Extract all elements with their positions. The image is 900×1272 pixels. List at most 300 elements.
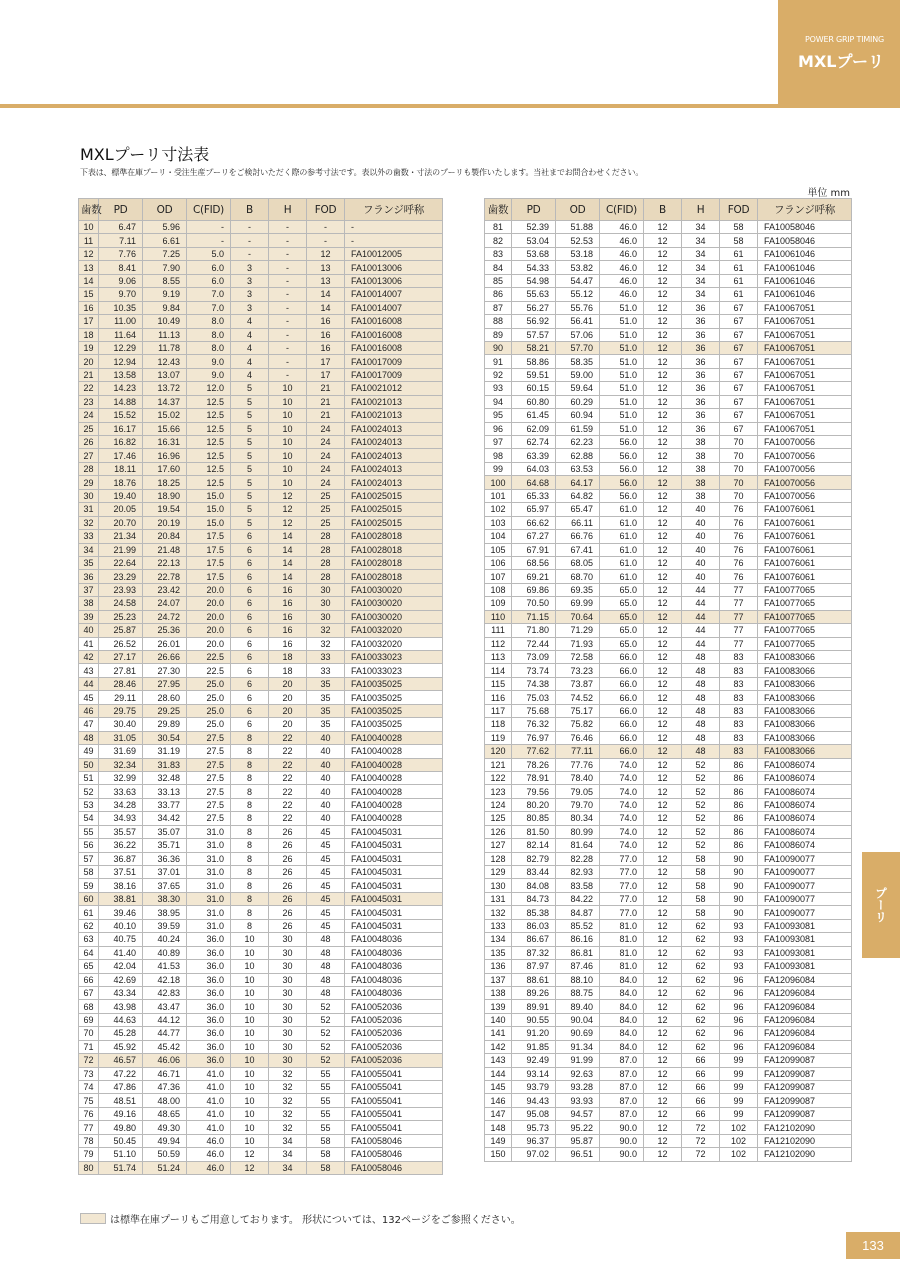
cell-b: 10 <box>231 1013 269 1026</box>
cell-pd: 24.58 <box>99 597 143 610</box>
cell-h: 38 <box>682 476 720 489</box>
col-header-fod: FOD <box>307 199 345 221</box>
cell-pd: 47.86 <box>99 1081 143 1094</box>
cell-teeth: 39 <box>79 610 99 623</box>
cell-pd: 12.29 <box>99 341 143 354</box>
cell-b: 10 <box>231 960 269 973</box>
cell-h: 36 <box>682 409 720 422</box>
cell-teeth: 136 <box>485 960 512 973</box>
cell-teeth: 11 <box>79 234 99 247</box>
cell-flange: FA10067051 <box>758 301 852 314</box>
cell-h: - <box>269 368 307 381</box>
header-subtitle: POWER GRIP TIMING <box>805 35 884 44</box>
cell-fod: 61 <box>720 288 758 301</box>
cell-pd: 34.93 <box>99 812 143 825</box>
cell-h: 38 <box>682 449 720 462</box>
cell-teeth: 90 <box>485 341 512 354</box>
table-row <box>79 946 443 959</box>
cell-h: 22 <box>269 771 307 784</box>
cell-fod: 99 <box>720 1107 758 1120</box>
cell-teeth: 60 <box>79 892 99 905</box>
table-row <box>79 691 443 704</box>
cell-od: 34.42 <box>143 812 187 825</box>
cell-h: 22 <box>269 745 307 758</box>
cell-fod: 76 <box>720 543 758 556</box>
cell-pd: 32.34 <box>99 758 143 771</box>
cell-od: 48.65 <box>143 1107 187 1120</box>
cell-fod: 76 <box>720 570 758 583</box>
table-row <box>485 328 852 341</box>
cell-flange: FA10061046 <box>758 288 852 301</box>
cell-flange: FA10090077 <box>758 866 852 879</box>
cell-b: - <box>231 221 269 234</box>
cell-teeth: 12 <box>79 247 99 260</box>
cell-b: 12 <box>644 449 682 462</box>
cell-b: 5 <box>231 489 269 502</box>
table-row <box>485 1134 852 1147</box>
cell-cfid: 66.0 <box>600 718 644 731</box>
cell-pd: 28.46 <box>99 677 143 690</box>
cell-teeth: 77 <box>79 1121 99 1134</box>
cell-cfid: 36.0 <box>187 1027 231 1040</box>
cell-pd: 71.15 <box>512 610 556 623</box>
cell-od: 13.07 <box>143 368 187 381</box>
cell-teeth: 88 <box>485 315 512 328</box>
cell-flange: FA12099087 <box>758 1054 852 1067</box>
cell-flange: FA10028018 <box>345 530 443 543</box>
table-row <box>485 1013 852 1026</box>
cell-teeth: 31 <box>79 503 99 516</box>
table-row <box>79 395 443 408</box>
cell-cfid: 65.0 <box>600 583 644 596</box>
cell-fod: 24 <box>307 436 345 449</box>
cell-flange: FA10045031 <box>345 906 443 919</box>
cell-cfid: 77.0 <box>600 852 644 865</box>
cell-teeth: 112 <box>485 637 512 650</box>
cell-od: 95.87 <box>556 1134 600 1147</box>
cell-cfid: 36.0 <box>187 933 231 946</box>
cell-teeth: 57 <box>79 852 99 865</box>
cell-fod: 58 <box>307 1148 345 1161</box>
cell-cfid: 51.0 <box>600 355 644 368</box>
cell-flange: FA10067051 <box>758 315 852 328</box>
cell-flange: FA10083066 <box>758 745 852 758</box>
cell-b: 12 <box>644 409 682 422</box>
cell-h: 72 <box>682 1134 720 1147</box>
cell-b: 12 <box>644 731 682 744</box>
cell-cfid: - <box>187 234 231 247</box>
table-row <box>485 449 852 462</box>
cell-fod: 40 <box>307 745 345 758</box>
cell-teeth: 121 <box>485 758 512 771</box>
cell-teeth: 114 <box>485 664 512 677</box>
cell-od: 52.53 <box>556 234 600 247</box>
cell-cfid: 84.0 <box>600 1040 644 1053</box>
cell-flange: FA10045031 <box>345 892 443 905</box>
cell-fod: 12 <box>307 247 345 260</box>
cell-pd: 77.62 <box>512 745 556 758</box>
cell-od: 42.18 <box>143 973 187 986</box>
cell-pd: 84.08 <box>512 879 556 892</box>
cell-flange: FA10067051 <box>758 368 852 381</box>
cell-flange: FA10077065 <box>758 610 852 623</box>
cell-b: 5 <box>231 449 269 462</box>
cell-teeth: 85 <box>485 274 512 287</box>
cell-pd: 29.11 <box>99 691 143 704</box>
cell-teeth: 73 <box>79 1067 99 1080</box>
cell-teeth: 28 <box>79 462 99 475</box>
cell-cfid: 61.0 <box>600 516 644 529</box>
cell-flange: FA10067051 <box>758 341 852 354</box>
cell-h: 34 <box>269 1148 307 1161</box>
table-row <box>485 839 852 852</box>
cell-od: 27.30 <box>143 664 187 677</box>
cell-fod: 90 <box>720 906 758 919</box>
cell-b: 12 <box>644 973 682 986</box>
cell-b: 12 <box>644 906 682 919</box>
cell-h: 48 <box>682 664 720 677</box>
cell-h: 36 <box>682 382 720 395</box>
cell-od: 78.40 <box>556 771 600 784</box>
cell-flange: FA10045031 <box>345 839 443 852</box>
cell-h: 10 <box>269 449 307 462</box>
table-row <box>79 247 443 260</box>
cell-pd: 54.98 <box>512 274 556 287</box>
cell-flange: FA10076061 <box>758 570 852 583</box>
table-row <box>485 382 852 395</box>
cell-flange: FA10067051 <box>758 355 852 368</box>
cell-h: 12 <box>269 503 307 516</box>
cell-od: 59.00 <box>556 368 600 381</box>
cell-od: 40.24 <box>143 933 187 946</box>
cell-od: 91.34 <box>556 1040 600 1053</box>
cell-od: 69.99 <box>556 597 600 610</box>
cell-od: 80.34 <box>556 812 600 825</box>
table-row <box>485 866 852 879</box>
cell-h: 36 <box>682 395 720 408</box>
cell-cfid: 66.0 <box>600 731 644 744</box>
col-header-flange: フランジ呼称 <box>345 199 443 221</box>
cell-od: 60.94 <box>556 409 600 422</box>
cell-flange: FA10045031 <box>345 825 443 838</box>
cell-teeth: 43 <box>79 664 99 677</box>
cell-pd: 9.06 <box>99 274 143 287</box>
cell-teeth: 47 <box>79 718 99 731</box>
table-row <box>485 543 852 556</box>
cell-flange: FA12102090 <box>758 1121 852 1134</box>
cell-pd: 71.80 <box>512 624 556 637</box>
cell-od: 30.54 <box>143 731 187 744</box>
cell-od: 27.95 <box>143 677 187 690</box>
cell-cfid: 74.0 <box>600 771 644 784</box>
cell-teeth: 58 <box>79 866 99 879</box>
cell-teeth: 119 <box>485 731 512 744</box>
cell-cfid: 61.0 <box>600 570 644 583</box>
cell-pd: 20.05 <box>99 503 143 516</box>
cell-od: 9.84 <box>143 301 187 314</box>
cell-od: 29.25 <box>143 704 187 717</box>
cell-flange: FA10058046 <box>758 234 852 247</box>
cell-teeth: 44 <box>79 677 99 690</box>
cell-teeth: 82 <box>485 234 512 247</box>
cell-cfid: 51.0 <box>600 382 644 395</box>
cell-b: 12 <box>644 798 682 811</box>
cell-cfid: 51.0 <box>600 315 644 328</box>
cell-fod: 25 <box>307 489 345 502</box>
table-row <box>79 785 443 798</box>
cell-cfid: 9.0 <box>187 355 231 368</box>
table-row <box>79 758 443 771</box>
cell-teeth: 149 <box>485 1134 512 1147</box>
cell-cfid: 77.0 <box>600 906 644 919</box>
table-row <box>485 1107 852 1120</box>
table-row <box>485 933 852 946</box>
cell-b: 12 <box>644 812 682 825</box>
cell-flange: FA10035025 <box>345 677 443 690</box>
cell-h: 20 <box>269 704 307 717</box>
table-row <box>79 355 443 368</box>
table-row <box>485 960 852 973</box>
cell-od: 26.01 <box>143 637 187 650</box>
table-row <box>79 906 443 919</box>
cell-flange: FA10083066 <box>758 731 852 744</box>
cell-od: 80.99 <box>556 825 600 838</box>
cell-pd: 89.91 <box>512 1000 556 1013</box>
cell-flange: FA10090077 <box>758 879 852 892</box>
cell-h: 48 <box>682 745 720 758</box>
cell-teeth: 63 <box>79 933 99 946</box>
cell-od: 46.71 <box>143 1067 187 1080</box>
cell-pd: 19.40 <box>99 489 143 502</box>
cell-pd: 21.34 <box>99 530 143 543</box>
table-row <box>485 409 852 422</box>
cell-h: 22 <box>269 812 307 825</box>
cell-pd: 11.00 <box>99 315 143 328</box>
table-row <box>485 892 852 905</box>
cell-h: 48 <box>682 691 720 704</box>
cell-fod: 86 <box>720 812 758 825</box>
cell-fod: 25 <box>307 503 345 516</box>
cell-flange: FA10086074 <box>758 758 852 771</box>
cell-b: 5 <box>231 422 269 435</box>
cell-flange: FA10086074 <box>758 771 852 784</box>
table-row <box>79 261 443 274</box>
table-header-row <box>485 199 852 221</box>
cell-b: 8 <box>231 879 269 892</box>
cell-teeth: 14 <box>79 274 99 287</box>
table-row <box>79 664 443 677</box>
cell-flange: FA10048036 <box>345 973 443 986</box>
cell-h: - <box>269 341 307 354</box>
cell-cfid: 22.5 <box>187 664 231 677</box>
cell-pd: 86.67 <box>512 933 556 946</box>
cell-h: 34 <box>682 247 720 260</box>
cell-teeth: 62 <box>79 919 99 932</box>
cell-flange: FA10077065 <box>758 637 852 650</box>
cell-fod: 35 <box>307 691 345 704</box>
cell-h: 62 <box>682 1000 720 1013</box>
cell-fod: 70 <box>720 449 758 462</box>
cell-cfid: 36.0 <box>187 960 231 973</box>
cell-b: 6 <box>231 651 269 664</box>
cell-cfid: 27.5 <box>187 745 231 758</box>
cell-pd: 20.70 <box>99 516 143 529</box>
cell-pd: 42.04 <box>99 960 143 973</box>
cell-pd: 49.80 <box>99 1121 143 1134</box>
cell-b: 12 <box>644 556 682 569</box>
cell-b: 10 <box>231 946 269 959</box>
cell-b: 8 <box>231 839 269 852</box>
cell-teeth: 52 <box>79 785 99 798</box>
cell-b: 12 <box>644 1054 682 1067</box>
cell-pd: 16.82 <box>99 436 143 449</box>
cell-flange: FA10021012 <box>345 382 443 395</box>
cell-h: - <box>269 221 307 234</box>
cell-h: 40 <box>682 530 720 543</box>
cell-flange: FA10052036 <box>345 1027 443 1040</box>
cell-od: 84.87 <box>556 906 600 919</box>
cell-fod: 99 <box>720 1081 758 1094</box>
table-row <box>79 704 443 717</box>
cell-h: 38 <box>682 489 720 502</box>
cell-cfid: 17.5 <box>187 570 231 583</box>
cell-b: 12 <box>644 570 682 583</box>
cell-b: 12 <box>644 664 682 677</box>
cell-teeth: 42 <box>79 651 99 664</box>
cell-od: 29.89 <box>143 718 187 731</box>
cell-cfid: 74.0 <box>600 839 644 852</box>
cell-b: 8 <box>231 852 269 865</box>
cell-fod: 45 <box>307 852 345 865</box>
cell-teeth: 81 <box>485 221 512 234</box>
cell-h: 16 <box>269 610 307 623</box>
table-row <box>79 1094 443 1107</box>
cell-teeth: 59 <box>79 879 99 892</box>
cell-h: 52 <box>682 839 720 852</box>
cell-fod: 48 <box>307 960 345 973</box>
cell-fod: 67 <box>720 328 758 341</box>
cell-pd: 11.64 <box>99 328 143 341</box>
cell-cfid: 15.0 <box>187 516 231 529</box>
cell-od: 18.90 <box>143 489 187 502</box>
cell-h: 34 <box>682 221 720 234</box>
cell-b: 12 <box>644 919 682 932</box>
cell-teeth: 72 <box>79 1054 99 1067</box>
cell-pd: 81.50 <box>512 825 556 838</box>
cell-b: 12 <box>644 489 682 502</box>
table-row <box>485 462 852 475</box>
cell-fod: 86 <box>720 771 758 784</box>
cell-pd: 97.02 <box>512 1148 556 1161</box>
cell-cfid: 61.0 <box>600 556 644 569</box>
table-row <box>79 476 443 489</box>
table-row <box>79 422 443 435</box>
cell-b: 12 <box>644 637 682 650</box>
cell-fod: 67 <box>720 409 758 422</box>
cell-fod: 83 <box>720 745 758 758</box>
table-row <box>485 395 852 408</box>
table-row <box>485 1000 852 1013</box>
cell-fod: 45 <box>307 906 345 919</box>
cell-flange: FA10025015 <box>345 503 443 516</box>
table-row <box>79 1013 443 1026</box>
cell-fod: 24 <box>307 476 345 489</box>
cell-h: 12 <box>269 489 307 502</box>
table-row <box>79 274 443 287</box>
cell-b: 12 <box>644 261 682 274</box>
table-row <box>485 315 852 328</box>
cell-flange: FA10067051 <box>758 422 852 435</box>
cell-teeth: 25 <box>79 422 99 435</box>
cell-h: 52 <box>682 785 720 798</box>
cell-flange: FA10090077 <box>758 906 852 919</box>
cell-flange: FA10025015 <box>345 516 443 529</box>
cell-pd: 27.17 <box>99 651 143 664</box>
cell-fod: - <box>307 221 345 234</box>
cell-h: 52 <box>682 758 720 771</box>
cell-cfid: 46.0 <box>600 288 644 301</box>
cell-b: 12 <box>644 825 682 838</box>
cell-fod: 96 <box>720 1027 758 1040</box>
cell-teeth: 68 <box>79 1000 99 1013</box>
cell-od: 57.06 <box>556 328 600 341</box>
table-row <box>485 503 852 516</box>
cell-h: 32 <box>269 1094 307 1107</box>
cell-flange: FA10076061 <box>758 530 852 543</box>
table-row <box>79 973 443 986</box>
cell-od: 70.64 <box>556 610 600 623</box>
cell-b: 12 <box>644 301 682 314</box>
cell-b: 8 <box>231 731 269 744</box>
table-row <box>79 221 443 234</box>
cell-teeth: 142 <box>485 1040 512 1053</box>
cell-teeth: 79 <box>79 1148 99 1161</box>
cell-fod: 96 <box>720 1013 758 1026</box>
cell-cfid: 31.0 <box>187 892 231 905</box>
cell-flange: FA10052036 <box>345 1054 443 1067</box>
cell-od: 24.72 <box>143 610 187 623</box>
cell-flange: FA10061046 <box>758 274 852 287</box>
table-row <box>485 583 852 596</box>
cell-pd: 82.14 <box>512 839 556 852</box>
cell-fod: 48 <box>307 973 345 986</box>
cell-b: 10 <box>231 1040 269 1053</box>
cell-b: 12 <box>644 1107 682 1120</box>
cell-teeth: 104 <box>485 530 512 543</box>
cell-pd: 43.34 <box>99 986 143 999</box>
cell-b: 12 <box>644 1027 682 1040</box>
cell-cfid: 46.0 <box>187 1134 231 1147</box>
cell-pd: 26.52 <box>99 637 143 650</box>
cell-fod: 24 <box>307 422 345 435</box>
cell-flange: FA10076061 <box>758 543 852 556</box>
cell-cfid: 25.0 <box>187 704 231 717</box>
cell-teeth: 98 <box>485 449 512 462</box>
cell-h: 26 <box>269 879 307 892</box>
cell-fod: 30 <box>307 610 345 623</box>
cell-fod: 83 <box>720 718 758 731</box>
cell-od: 89.40 <box>556 1000 600 1013</box>
cell-pd: 89.26 <box>512 986 556 999</box>
cell-od: 94.57 <box>556 1107 600 1120</box>
cell-flange: FA10013006 <box>345 261 443 274</box>
cell-teeth: 134 <box>485 933 512 946</box>
cell-flange: FA10045031 <box>345 879 443 892</box>
cell-b: 12 <box>644 516 682 529</box>
cell-h: 10 <box>269 436 307 449</box>
cell-h: 30 <box>269 933 307 946</box>
cell-pd: 14.88 <box>99 395 143 408</box>
